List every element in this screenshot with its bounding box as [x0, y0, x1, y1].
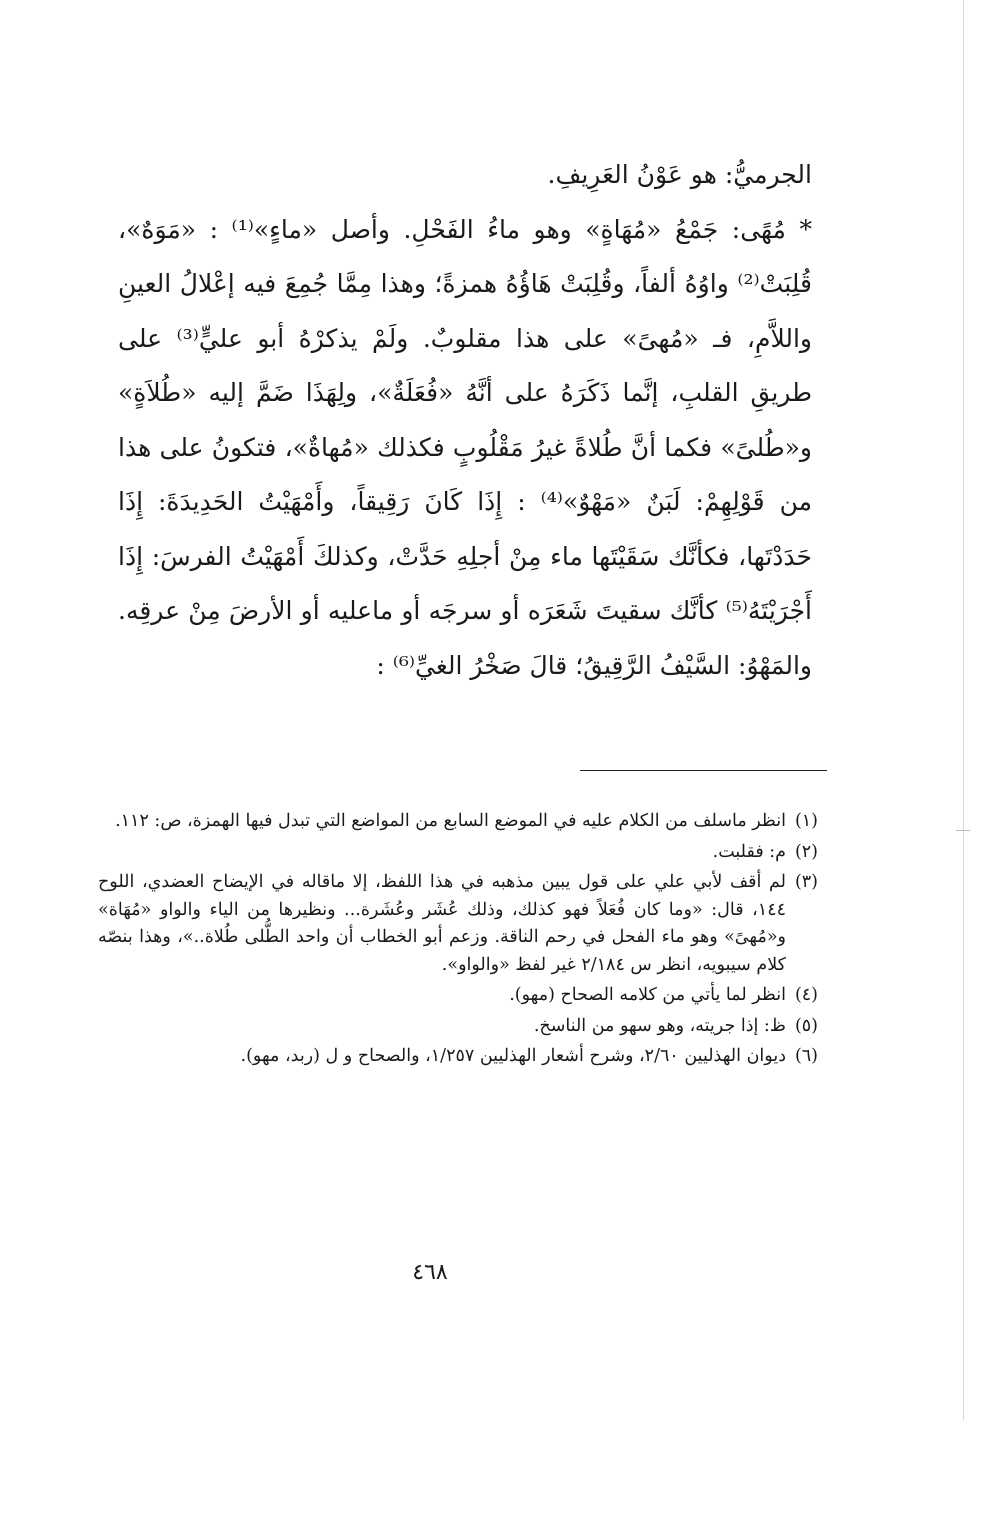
footnote-text: م: فقلبت.: [712, 841, 786, 862]
footnote-number: (٥): [794, 1015, 818, 1036]
footnote-3: [98, 869, 818, 979]
footnote-number: (١): [794, 811, 818, 831]
opening-line: الجرميُّ: هو عَوْنُ العَرِيفِ.: [547, 160, 812, 189]
footnote-number: (٣): [794, 872, 818, 892]
footnote-6: [98, 1043, 818, 1071]
footnote-1: [98, 808, 818, 836]
entry-paragraph: * مُهًى: جَمْعُ «مُهَاةٍ» وهو ماءُ الفَحْلِ. وأصل «ماءٍ»⁽¹⁾ : «مَوَهٌ»، قُلِبَتْ⁽²⁾ واوُهُ ألفاً، وقُلِبَتْ هَاؤُهُ همزةً؛ وهذا مِمَّا جُمِعَ فيه إعْلالُ العينِ واللاَّمِ، فـ «مُهىً» على هذا مقلوبٌ. ولَمْ يذكرْهُ أبو عليٍّ⁽³⁾ على طريقِ القلبِ، إنَّما ذَكَرَهُ على أنَّهُ «فُعَلَةٌ»، ولِهَذَا ضَمَّ إليه «طُلاَةٍ» و«طُلىً» فكما أنَّ طُلاةً غيرُ مَقْلُوبٍ فكذلك «مُهاةٌ»، فتكونُ على هذا من قَوْلِهِمْ: لَبَنٌ «مَهْوٌ»⁽⁴⁾ : إِذَا كَانَ رَقِيقاً، وأَمْهَيْتُ الحَدِيدَةَ: إِذَا حَدَدْتَها، فكأنَّك سَقَيْتَها ماء مِنْ أجلِهِ حَدَّتْ، وكذلكَ أَمْهَيْتُ الفرسَ: إِذَا أَجْرَيْتَهُ⁽⁵⁾ كأنَّك سقيتَ شَعَرَه أو سرجَه أو ماعليه أو الأرضَ مِنْ عرقِه. والمَهْوُ: السَّيْفُ الرَّقِيقُ؛ قالَ صَخْرُ الغيِّ⁽⁶⁾ :: [118, 214, 813, 680]
page-number: ٤٦٨: [412, 1260, 448, 1285]
scan-edge-line: [963, 0, 964, 1420]
footnote-text: لم أقف لأبي علي على قول يبين مذهبه في هذا اللفظ، إلا ماقاله في الإيضاح العضدي، اللوح ١٤٤، قال: «وما كان فُعَلاً فهو كذلك، وذلك عُشَر وعُشَرة... ونظيرها من الياء والواو «مُهَاة» و«مُهىً» وهو ماء الفحل في رحم الناقة. وزعم أبو الخطاب أن واحد الطُّلى طُلاة..»، وهذا بنصّه كلام سيبويه، انظر س ٢/١٨٤ غير لفظ «والواو».: [98, 872, 786, 975]
footnote-2: [98, 839, 818, 867]
footnote-text: انظر لما يأتي من كلامه الصحاح (مهو).: [509, 985, 786, 1005]
footnote-separator: [580, 770, 827, 771]
scan-edge-tick: [956, 830, 970, 831]
footnote-text: ظ: إذا جريته، وهو سهو من الناسخ.: [533, 1015, 786, 1036]
footnote-5: [98, 1013, 818, 1041]
footnote-4: [98, 982, 818, 1010]
footnotes: [98, 808, 818, 1074]
footnote-text: ديوان الهذليين ٢/٦٠، وشرح أشعار الهذليين ١/٢٥٧، والصحاح و ل (ربد، مهو).: [240, 1046, 786, 1066]
main-text: [118, 148, 812, 693]
footnote-number: (٢): [794, 841, 818, 862]
footnote-number: (٦): [794, 1046, 818, 1066]
footnote-number: (٤): [794, 985, 818, 1005]
footnote-text: انظر ماسلف من الكلام عليه في الموضع السابع من المواضع التي تبدل فيها الهمزة، ص: ١١٢.: [115, 811, 786, 831]
